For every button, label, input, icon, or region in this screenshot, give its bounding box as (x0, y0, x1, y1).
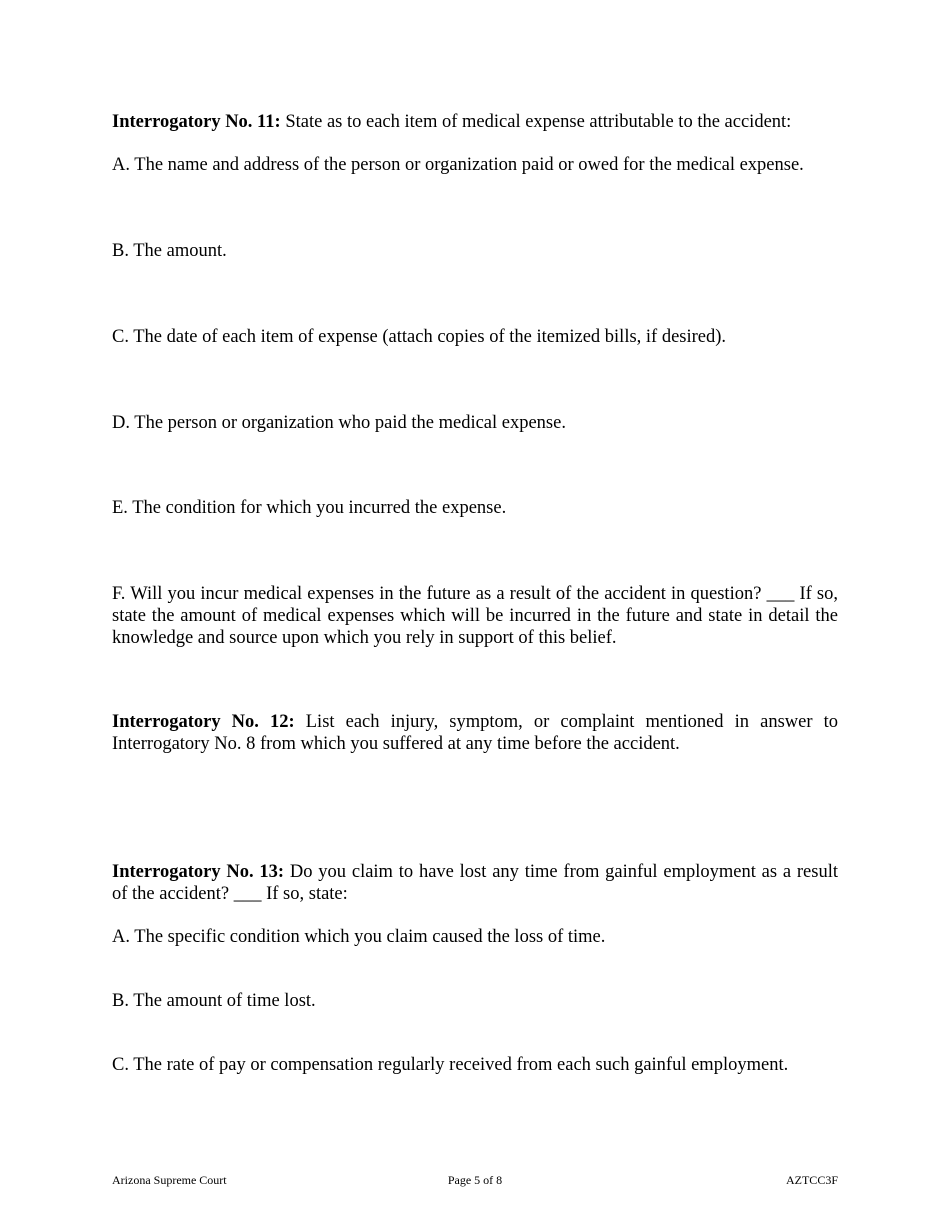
interrogatory-13-line-1 (112, 861, 838, 883)
interrogatory-13-line-2: of the accident? ___ If so, state: (112, 884, 348, 904)
interrogatory-11-heading (112, 111, 838, 133)
item-f-line-1: F. Will you incur medical expenses in the future as a result of the accident in question? ___ If so, (112, 584, 838, 604)
footer-court-name: Arizona Supreme Court (112, 1173, 227, 1187)
interrogatory-11-item-b: B. The amount. (112, 241, 227, 261)
footer-page-number: Page 5 of 8 (447, 1173, 503, 1187)
interrogatory-11-text: State as to each item of medical expense attributable to the accident: (280, 112, 792, 132)
interrogatory-12-text-1: List each injury, symptom, or complaint mentioned in answer to (294, 712, 838, 732)
interrogatory-12-label: Interrogatory No. 12: (112, 712, 295, 732)
item-f-line-3: knowledge and source upon which you rely in support of this belief. (112, 628, 617, 648)
interrogatory-11-item-e: E. The condition for which you incurred the expense. (112, 498, 507, 518)
interrogatory-13-text-1: Do you claim to have lost any time from gainful employment as a result (284, 862, 838, 882)
item-f-line-2: state the amount of medical expenses which will be incurred in the future and state in detail the (112, 606, 838, 626)
interrogatory-11-label: Interrogatory No. 11: (112, 112, 281, 132)
interrogatory-13-item-b: B. The amount of time lost. (112, 991, 316, 1011)
interrogatory-12-line-2: Interrogatory No. 8 from which you suffered at any time before the accident. (112, 734, 680, 754)
footer-form-code: AZTCC3F (785, 1173, 838, 1187)
interrogatory-13-label: Interrogatory No. 13: (112, 862, 285, 882)
interrogatory-13-item-a: A. The specific condition which you claim caused the loss of time. (112, 927, 606, 947)
interrogatory-13-item-c: C. The rate of pay or compensation regularly received from each such gainful employment. (112, 1055, 789, 1075)
interrogatory-12-line-1 (112, 711, 838, 733)
interrogatory-11-item-d: D. The person or organization who paid the medical expense. (112, 413, 566, 433)
interrogatory-11-item-a: A. The name and address of the person or organization paid or owed for the medical expense. (112, 155, 804, 175)
interrogatory-11-item-c: C. The date of each item of expense (attach copies of the itemized bills, if desired). (112, 327, 727, 347)
